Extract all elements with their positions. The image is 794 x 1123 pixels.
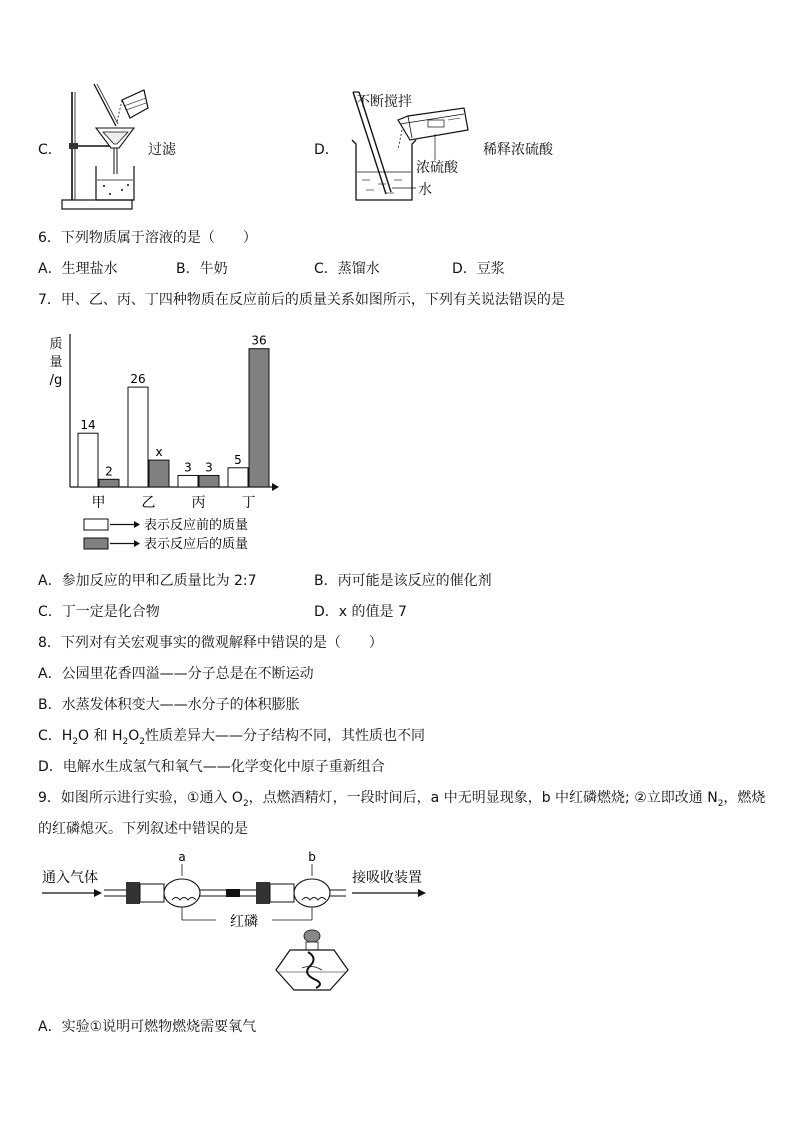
bar-value-label: 5 <box>234 452 242 467</box>
outlet-label: 接吸收装置 <box>352 870 422 886</box>
combustion-apparatus-figure <box>40 848 440 1003</box>
bar-before <box>78 433 98 487</box>
label-a: a <box>178 850 186 864</box>
category-label: 丙 <box>191 495 206 511</box>
legend-swatch-after <box>84 538 108 549</box>
bar-value-label: 36 <box>251 333 267 348</box>
q9-stem-line1: 9．如图所示进行实验，①通入 $O_2$，点燃酒精灯，一段时间后，a 中无明显现象，b 中红磷燃烧; ②立即改通 $N_2$，燃烧 <box>38 790 766 809</box>
bar-after <box>99 479 119 487</box>
bar-value-label: 3 <box>184 460 192 475</box>
bar-value-label: 2 <box>105 464 113 479</box>
q7-stem: 7．甲、乙、丙、丁四种物质在反应前后的质量关系如图所示，下列有关说法错误的是 <box>38 292 565 308</box>
y-axis-label-char: 量 <box>49 355 63 370</box>
label-b: b <box>308 850 316 864</box>
y-axis-label-char: /g <box>49 373 63 388</box>
q8-option-d: D．电解水生成氢气和氧气——化学变化中原子重新组合 <box>38 759 385 775</box>
q6-option-d: D．豆浆 <box>452 261 505 277</box>
q5-option-d-label: 稀释浓硫酸 <box>483 142 553 158</box>
q8-stem: 8．下列对有关宏观事实的微观解释中错误的是（ ） <box>38 635 383 651</box>
q5-option-c-label: 过滤 <box>148 142 176 158</box>
q9-option-a: A．实验①说明可燃物燃烧需要氧气 <box>38 1019 257 1035</box>
q5-stir-label: 不断搅拌 <box>356 94 412 110</box>
q8-option-c: C．$H_2O$ 和 $H_2O_2$性质差异大——分子结构不同，其性质也不同 <box>38 728 425 747</box>
q7-option-c: C．丁一定是化合物 <box>38 604 160 620</box>
q5-acid-label: 浓硫酸 <box>416 160 458 176</box>
q7-option-a: A．参加反应的甲和乙质量比为 2:7 <box>38 573 257 589</box>
y-axis-label-char: 质 <box>49 337 63 352</box>
bar-value-label: 26 <box>130 372 146 387</box>
q9-stem-line2: 的红磷熄灭。下列叙述中错误的是 <box>38 821 248 837</box>
red-phosphorus-label: 红磷 <box>230 914 258 930</box>
dilution-apparatus-figure <box>340 90 480 205</box>
bar-after <box>249 349 269 487</box>
bar-value-label: 14 <box>80 418 96 433</box>
q7-option-d: D．x 的值是 7 <box>314 604 407 620</box>
legend-label-after: 表示反应后的质量 <box>144 537 249 552</box>
legend-label-before: 表示反应前的质量 <box>144 518 249 533</box>
bar-before <box>128 387 148 487</box>
q6-option-c: C．蒸馏水 <box>314 261 380 277</box>
bar-value-label: 3 <box>205 460 213 475</box>
bar-before <box>228 468 248 487</box>
x-axis-arrow <box>272 483 279 491</box>
q8-option-a: A．公园里花香四溢——分子总是在不断运动 <box>38 666 314 682</box>
q6-stem: 6．下列物质属于溶液的是（ ） <box>38 230 257 246</box>
q5-option-c-letter: C． <box>38 142 62 158</box>
category-label: 甲 <box>91 495 106 511</box>
legend-swatch-before <box>84 519 108 530</box>
bar-after <box>199 475 219 487</box>
bar-before <box>178 475 198 487</box>
q5-option-d-letter: D． <box>314 142 339 158</box>
q7-option-b: B．丙可能是该反应的催化剂 <box>314 573 492 589</box>
q6-option-b: B．牛奶 <box>176 261 228 277</box>
bar-after <box>149 460 169 487</box>
inlet-label: 通入气体 <box>42 870 98 886</box>
filtration-apparatus-figure <box>60 82 150 214</box>
q8-option-b: B．水蒸发体积变大——水分子的体积膨胀 <box>38 697 300 713</box>
q5-water-label: 水 <box>418 182 432 198</box>
category-label: 丁 <box>241 495 256 511</box>
category-label: 乙 <box>141 495 156 511</box>
q6-option-a: A．生理盐水 <box>38 261 118 277</box>
mass-bar-chart <box>40 326 300 558</box>
bar-value-label: x <box>155 445 163 460</box>
